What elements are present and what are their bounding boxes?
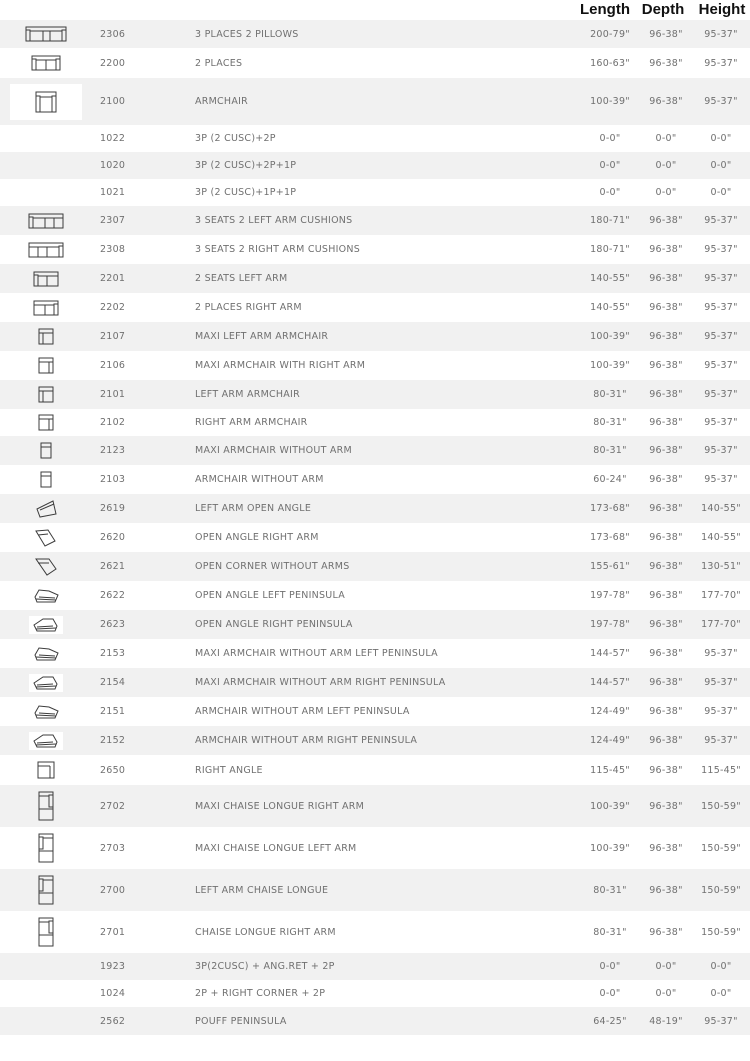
product-code: 2562 (100, 1015, 126, 1027)
table-row (0, 755, 750, 785)
icon-cell (10, 755, 82, 785)
product-code: 2123 (100, 445, 126, 456)
height-value: 95-37" (704, 96, 738, 107)
table-row (0, 639, 750, 668)
height-value: 95-37" (704, 706, 738, 717)
product-name: 3 SEATS 2 RIGHT ARM CUSHIONS (195, 244, 360, 255)
sofa-3-seat-icon (25, 26, 67, 42)
product-code: 2102 (100, 417, 126, 428)
product-code: 2103 (100, 474, 126, 485)
product-name: MAXI LEFT ARM ARMCHAIR (195, 331, 329, 342)
product-name: MAXI ARMCHAIR WITHOUT ARM RIGHT PENINSULA (195, 677, 446, 688)
depth-value: 0-0" (655, 988, 677, 999)
peninsula-right-icon (29, 732, 63, 750)
icon-cell (10, 465, 82, 494)
length-value: 0-0" (599, 961, 621, 972)
depth-value: 96-38" (649, 28, 683, 40)
table-row (0, 869, 750, 911)
table-row (0, 409, 750, 436)
height-value: 150-59" (701, 926, 741, 938)
height-value: 95-37" (704, 331, 738, 342)
armchair-left-arm-icon (38, 386, 54, 403)
product-name: 2 PLACES RIGHT ARM (195, 302, 302, 313)
depth-value: 96-38" (649, 590, 683, 601)
depth-value: 96-38" (649, 561, 683, 572)
depth-value: 96-38" (649, 389, 683, 400)
length-value: 80-31" (593, 445, 627, 456)
depth-value: 96-38" (649, 474, 683, 485)
product-code: 2101 (100, 389, 126, 400)
product-name: 3P (2 CUSC)+1P+1P (195, 187, 297, 198)
length-value: 140-55" (590, 273, 630, 284)
length-value: 64-25" (593, 1015, 627, 1027)
product-name: OPEN ANGLE RIGHT ARM (195, 532, 319, 543)
table-row (0, 911, 750, 953)
length-value: 180-71" (590, 215, 630, 226)
length-value: 140-55" (590, 302, 630, 313)
length-value: 144-57" (590, 677, 630, 688)
table-row (0, 494, 750, 523)
icon-cell (10, 911, 82, 953)
length-value: 124-49" (590, 706, 630, 717)
depth-value: 96-38" (649, 215, 683, 226)
length-value: 60-24" (593, 474, 627, 485)
product-code: 2308 (100, 244, 126, 255)
length-value: 0-0" (599, 160, 621, 171)
icon-cell (10, 293, 82, 322)
product-code: 2154 (100, 677, 126, 688)
depth-value: 96-38" (649, 57, 683, 69)
height-value: 95-37" (704, 28, 738, 40)
product-name: ARMCHAIR WITHOUT ARM LEFT PENINSULA (195, 706, 410, 717)
length-value: 0-0" (599, 187, 621, 198)
product-code: 1020 (100, 160, 126, 171)
right-angle-icon (37, 761, 55, 779)
chaise-longue-left-icon (38, 875, 54, 905)
product-name: RIGHT ANGLE (195, 764, 263, 776)
product-code: 2700 (100, 884, 126, 896)
icon-cell (10, 668, 82, 697)
icon-cell (10, 179, 82, 206)
peninsula-left-icon (29, 703, 63, 721)
length-value: 200-79" (590, 28, 630, 40)
product-name: 2 PLACES (195, 57, 243, 69)
icon-cell (10, 48, 82, 78)
icon-cell (10, 20, 82, 48)
table-row (0, 465, 750, 494)
length-value: 180-71" (590, 244, 630, 255)
product-code: 2702 (100, 800, 126, 812)
product-name: 3 PLACES 2 PILLOWS (195, 28, 299, 40)
icon-cell (10, 409, 82, 436)
icon-cell (10, 726, 82, 755)
icon-cell (10, 610, 82, 639)
height-value: 95-37" (704, 57, 738, 69)
table-row (0, 380, 750, 409)
product-name: LEFT ARM ARMCHAIR (195, 389, 300, 400)
table-row (0, 351, 750, 380)
armchair-icon (10, 84, 82, 120)
table-row (0, 980, 750, 1007)
product-name: MAXI ARMCHAIR WITHOUT ARM LEFT PENINSULA (195, 648, 438, 659)
product-name: OPEN ANGLE RIGHT PENINSULA (195, 619, 353, 630)
length-value: 100-39" (590, 842, 630, 854)
product-code: 2100 (100, 96, 126, 107)
product-code: 2621 (100, 561, 126, 572)
icon-cell (10, 552, 82, 581)
depth-value: 96-38" (649, 244, 683, 255)
height-value: 177-70" (701, 590, 741, 601)
length-value: 100-39" (590, 96, 630, 107)
product-code: 2703 (100, 842, 126, 854)
length-value: 144-57" (590, 648, 630, 659)
length-value: 80-31" (593, 417, 627, 428)
length-value: 100-39" (590, 331, 630, 342)
table-row (0, 436, 750, 465)
length-value: 160-63" (590, 57, 630, 69)
product-name: MAXI ARMCHAIR WITH RIGHT ARM (195, 360, 366, 371)
open-angle-left-icon (35, 500, 57, 518)
depth-value: 96-38" (649, 331, 683, 342)
product-name: LEFT ARM CHAISE LONGUE (195, 884, 329, 896)
product-table (0, 20, 750, 1035)
depth-value: 96-38" (649, 619, 683, 630)
depth-value: 0-0" (655, 160, 677, 171)
chaise-longue-right-icon (38, 791, 54, 821)
depth-value: 0-0" (655, 961, 677, 972)
open-angle-right-icon (35, 529, 57, 547)
product-name: 2 SEATS LEFT ARM (195, 273, 288, 284)
height-value: 95-37" (704, 273, 738, 284)
length-value: 0-0" (599, 988, 621, 999)
table-row (0, 581, 750, 610)
icon-cell (10, 125, 82, 152)
sofa-2-seat-left-arm-icon (33, 271, 59, 287)
table-row (0, 322, 750, 351)
height-value: 0-0" (710, 961, 732, 972)
length-value: 115-45" (590, 764, 630, 776)
product-code: 2153 (100, 648, 126, 659)
product-code: 1021 (100, 187, 126, 198)
icon-cell (10, 235, 82, 264)
icon-cell (10, 581, 82, 610)
product-name: MAXI ARMCHAIR WITHOUT ARM (195, 445, 352, 456)
peninsula-right-icon (29, 674, 63, 692)
column-header-height: Height (698, 1, 746, 18)
height-value: 95-37" (704, 735, 738, 746)
product-name: OPEN ANGLE LEFT PENINSULA (195, 590, 346, 601)
product-name: 3P (2 CUSC)+2P (195, 133, 276, 144)
height-value: 95-37" (704, 215, 738, 226)
depth-value: 48-19" (649, 1015, 683, 1027)
table-row (0, 697, 750, 726)
height-value: 150-59" (701, 800, 741, 812)
length-value: 155-61" (590, 561, 630, 572)
sofa-2-seat-right-arm-icon (33, 300, 59, 316)
depth-value: 96-38" (649, 884, 683, 896)
armchair-left-arm-icon (38, 328, 54, 345)
product-name: POUFF PENINSULA (195, 1015, 287, 1027)
icon-cell (10, 380, 82, 409)
product-code: 2623 (100, 619, 126, 630)
icon-cell (10, 1007, 82, 1035)
depth-value: 96-38" (649, 677, 683, 688)
table-row (0, 206, 750, 235)
length-value: 80-31" (593, 926, 627, 938)
depth-value: 96-38" (649, 735, 683, 746)
product-code: 2701 (100, 926, 126, 938)
depth-value: 0-0" (655, 133, 677, 144)
table-row (0, 552, 750, 581)
table-row (0, 179, 750, 206)
icon-cell (10, 639, 82, 668)
height-value: 0-0" (710, 133, 732, 144)
product-name: ARMCHAIR WITHOUT ARM RIGHT PENINSULA (195, 735, 418, 746)
height-value: 95-37" (704, 648, 738, 659)
length-value: 100-39" (590, 360, 630, 371)
product-code: 2106 (100, 360, 126, 371)
height-value: 95-37" (704, 1015, 738, 1027)
product-code: 2619 (100, 503, 126, 514)
icon-cell (10, 494, 82, 523)
table-row (0, 20, 750, 48)
icon-cell (10, 523, 82, 552)
table-row (0, 953, 750, 980)
length-value: 197-78" (590, 619, 630, 630)
depth-value: 96-38" (649, 532, 683, 543)
length-value: 80-31" (593, 884, 627, 896)
icon-cell (10, 869, 82, 911)
height-value: 130-51" (701, 561, 741, 572)
armless-chair-icon (40, 471, 52, 488)
product-code: 2151 (100, 706, 126, 717)
icon-cell (10, 152, 82, 179)
product-name: LEFT ARM OPEN ANGLE (195, 503, 312, 514)
table-row (0, 48, 750, 78)
table-row (0, 125, 750, 152)
product-code: 2650 (100, 764, 126, 776)
table-row (0, 523, 750, 552)
height-value: 115-45" (701, 764, 741, 776)
product-code: 1923 (100, 961, 126, 972)
product-code: 2306 (100, 28, 126, 40)
height-value: 95-37" (704, 445, 738, 456)
product-code: 2152 (100, 735, 126, 746)
armless-chair-icon (40, 442, 52, 459)
product-name: ARMCHAIR (195, 96, 248, 107)
table-row (0, 785, 750, 827)
product-name: CHAISE LONGUE RIGHT ARM (195, 926, 336, 938)
icon-cell (10, 206, 82, 235)
column-header-depth: Depth (641, 1, 685, 18)
product-name: RIGHT ARM ARMCHAIR (195, 417, 308, 428)
length-value: 173-68" (590, 532, 630, 543)
table-row (0, 1007, 750, 1035)
product-code: 2202 (100, 302, 126, 313)
depth-value: 96-38" (649, 360, 683, 371)
depth-value: 96-38" (649, 503, 683, 514)
height-value: 0-0" (710, 988, 732, 999)
armchair-right-arm-icon (38, 357, 54, 374)
depth-value: 96-38" (649, 842, 683, 854)
product-code: 1022 (100, 133, 126, 144)
chaise-longue-left-icon (38, 833, 54, 863)
height-value: 0-0" (710, 187, 732, 198)
product-name: 3P (2 CUSC)+2P+1P (195, 160, 297, 171)
product-code: 2620 (100, 532, 126, 543)
height-value: 140-55" (701, 532, 741, 543)
height-value: 95-37" (704, 474, 738, 485)
depth-value: 96-38" (649, 926, 683, 938)
height-value: 95-37" (704, 389, 738, 400)
product-name: MAXI CHAISE LONGUE RIGHT ARM (195, 800, 365, 812)
column-header-length: Length (580, 1, 630, 18)
product-name: OPEN CORNER WITHOUT ARMS (195, 561, 350, 572)
product-name: ARMCHAIR WITHOUT ARM (195, 474, 324, 485)
length-value: 100-39" (590, 800, 630, 812)
armchair-right-arm-icon (38, 414, 54, 431)
table-row (0, 152, 750, 179)
length-value: 80-31" (593, 389, 627, 400)
depth-value: 96-38" (649, 706, 683, 717)
icon-cell (10, 785, 82, 827)
icon-cell (10, 697, 82, 726)
height-value: 0-0" (710, 160, 732, 171)
height-value: 95-37" (704, 677, 738, 688)
table-row (0, 293, 750, 322)
product-name: MAXI CHAISE LONGUE LEFT ARM (195, 842, 357, 854)
depth-value: 96-38" (649, 445, 683, 456)
height-value: 150-59" (701, 842, 741, 854)
peninsula-left-icon (29, 645, 63, 663)
product-name: 2P + RIGHT CORNER + 2P (195, 988, 326, 999)
height-value: 177-70" (701, 619, 741, 630)
peninsula-right-icon (29, 616, 63, 634)
table-header (0, 0, 750, 20)
table-row (0, 264, 750, 293)
depth-value: 96-38" (649, 273, 683, 284)
icon-cell (10, 322, 82, 351)
product-code: 2622 (100, 590, 126, 601)
product-code: 2307 (100, 215, 126, 226)
icon-cell (10, 436, 82, 465)
product-code: 2107 (100, 331, 126, 342)
table-row (0, 668, 750, 697)
icon-cell (10, 78, 82, 125)
sofa-2-seat-icon (31, 55, 61, 71)
icon-cell (10, 980, 82, 1007)
product-code: 2200 (100, 57, 126, 69)
depth-value: 96-38" (649, 417, 683, 428)
height-value: 95-37" (704, 360, 738, 371)
chaise-longue-right-icon (38, 917, 54, 947)
depth-value: 96-38" (649, 96, 683, 107)
sofa-3-seat-right-arm-icon (28, 242, 64, 258)
length-value: 173-68" (590, 503, 630, 514)
depth-value: 96-38" (649, 648, 683, 659)
length-value: 124-49" (590, 735, 630, 746)
depth-value: 96-38" (649, 764, 683, 776)
length-value: 197-78" (590, 590, 630, 601)
peninsula-left-icon (29, 587, 63, 605)
product-code: 2201 (100, 273, 126, 284)
table-row (0, 827, 750, 869)
table-row (0, 235, 750, 264)
height-value: 95-37" (704, 244, 738, 255)
depth-value: 0-0" (655, 187, 677, 198)
table-row (0, 78, 750, 125)
table-row (0, 610, 750, 639)
product-name: 3P(2CUSC) + ANG.RET + 2P (195, 961, 335, 972)
icon-cell (10, 827, 82, 869)
product-name: 3 SEATS 2 LEFT ARM CUSHIONS (195, 215, 353, 226)
height-value: 150-59" (701, 884, 741, 896)
icon-cell (10, 264, 82, 293)
depth-value: 96-38" (649, 800, 683, 812)
icon-cell (10, 953, 82, 980)
table-row (0, 726, 750, 755)
height-value: 140-55" (701, 503, 741, 514)
icon-cell (10, 351, 82, 380)
product-code: 1024 (100, 988, 126, 999)
depth-value: 96-38" (649, 302, 683, 313)
open-corner-icon (35, 558, 57, 576)
sofa-3-seat-left-arm-icon (28, 213, 64, 229)
length-value: 0-0" (599, 133, 621, 144)
height-value: 95-37" (704, 302, 738, 313)
height-value: 95-37" (704, 417, 738, 428)
